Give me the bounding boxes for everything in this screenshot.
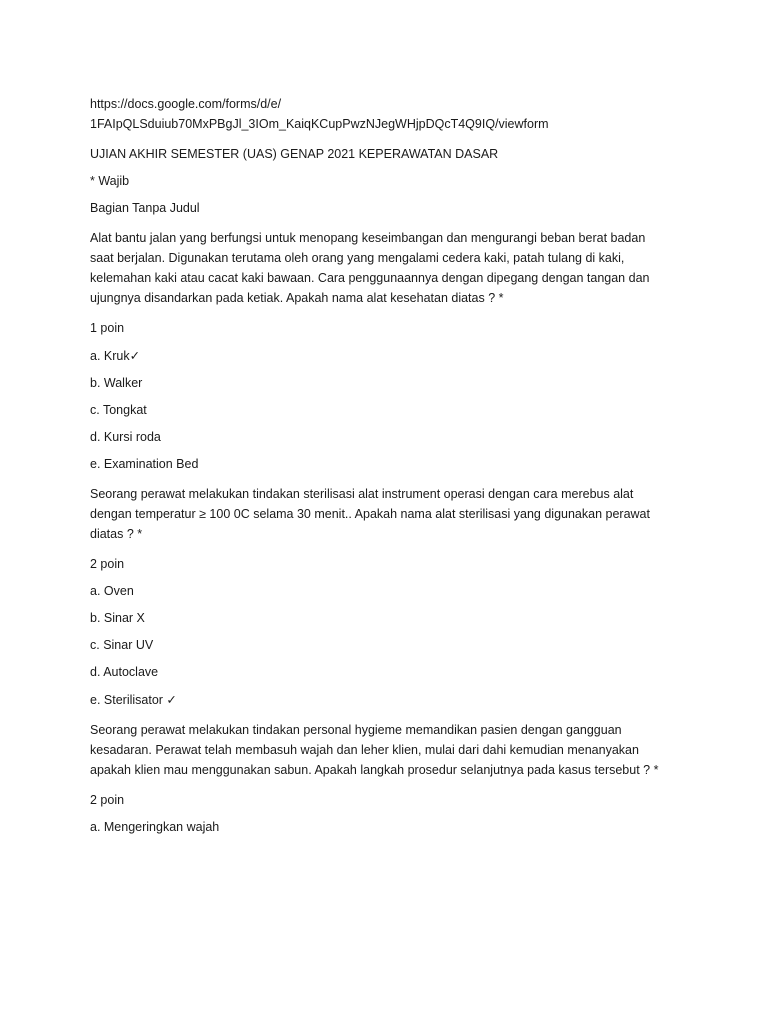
form-url[interactable] bbox=[90, 94, 678, 134]
question-3-points: 2 poin bbox=[90, 793, 125, 807]
question-2 bbox=[90, 484, 678, 544]
question-text-line: Seorang perawat melakukan tindakan sterilisasi alat instrument operasi dengan cara merebus alat bbox=[90, 487, 634, 501]
question-text-line: apakah klien mau menggunakan sabun. Apakah langkah prosedur selanjutnya pada kasus tersebut ? * bbox=[90, 763, 659, 777]
question-text-line: kesadaran. Perawat telah membasuh wajah dan leher klien, mulai dari dahi kemudian menanyakan bbox=[90, 743, 639, 757]
section-title: Bagian Tanpa Judul bbox=[90, 201, 200, 215]
question-2-option-a: a. Oven bbox=[90, 584, 134, 598]
question-3 bbox=[90, 720, 678, 780]
question-1-option-e: e. Examination Bed bbox=[90, 457, 199, 471]
form-url-line-2[interactable]: 1FAIpQLSduiub70MxPBgJl_3IOm_KaiqKCupPwzNJegWHjpDQcT4Q9IQ/viewform bbox=[90, 117, 549, 131]
form-title: UJIAN AKHIR SEMESTER (UAS) GENAP 2021 KEPERAWATAN DASAR bbox=[90, 147, 499, 161]
question-1-option-d: d. Kursi roda bbox=[90, 430, 161, 444]
question-text-line: ujungnya disandarkan pada ketiak. Apakah nama alat kesehatan diatas ? * bbox=[90, 291, 504, 305]
question-1-option-b: b. Walker bbox=[90, 376, 143, 390]
question-1 bbox=[90, 228, 678, 308]
question-text-line: saat berjalan. Digunakan terutama oleh orang yang mengalami cedera kaki, patah tulang di kaki, bbox=[90, 251, 625, 265]
question-text-line: dengan temperatur ≥ 100 0C selama 30 menit.. Apakah nama alat sterilisasi yang digunakan perawat bbox=[90, 507, 650, 521]
question-text-line: kelemahan kaki atau cacat kaki bawaan. Cara penggunaannya dengan dipegang dengan tangan dan bbox=[90, 271, 650, 285]
question-2-option-d: d. Autoclave bbox=[90, 665, 159, 679]
question-text-line: Seorang perawat melakukan tindakan personal hygieme memandikan pasien dengan gangguan bbox=[90, 723, 622, 737]
question-text-line: diatas ? * bbox=[90, 527, 143, 541]
question-3-option-a: a. Mengeringkan wajah bbox=[90, 820, 220, 834]
question-text-line: Alat bantu jalan yang berfungsi untuk menopang keseimbangan dan mengurangi beban berat badan bbox=[90, 231, 646, 245]
question-1-points: 1 poin bbox=[90, 321, 125, 335]
question-2-option-e: e. Sterilisator ✓ bbox=[90, 693, 177, 707]
form-url-line-1[interactable]: https://docs.google.com/forms/d/e/ bbox=[90, 97, 282, 111]
question-1-option-c: c. Tongkat bbox=[90, 403, 147, 417]
question-2-option-b: b. Sinar X bbox=[90, 611, 145, 625]
question-2-points: 2 poin bbox=[90, 557, 125, 571]
question-1-option-a: a. Kruk✓ bbox=[90, 349, 141, 363]
question-2-option-c: c. Sinar UV bbox=[90, 638, 154, 652]
required-note: * Wajib bbox=[90, 174, 130, 188]
